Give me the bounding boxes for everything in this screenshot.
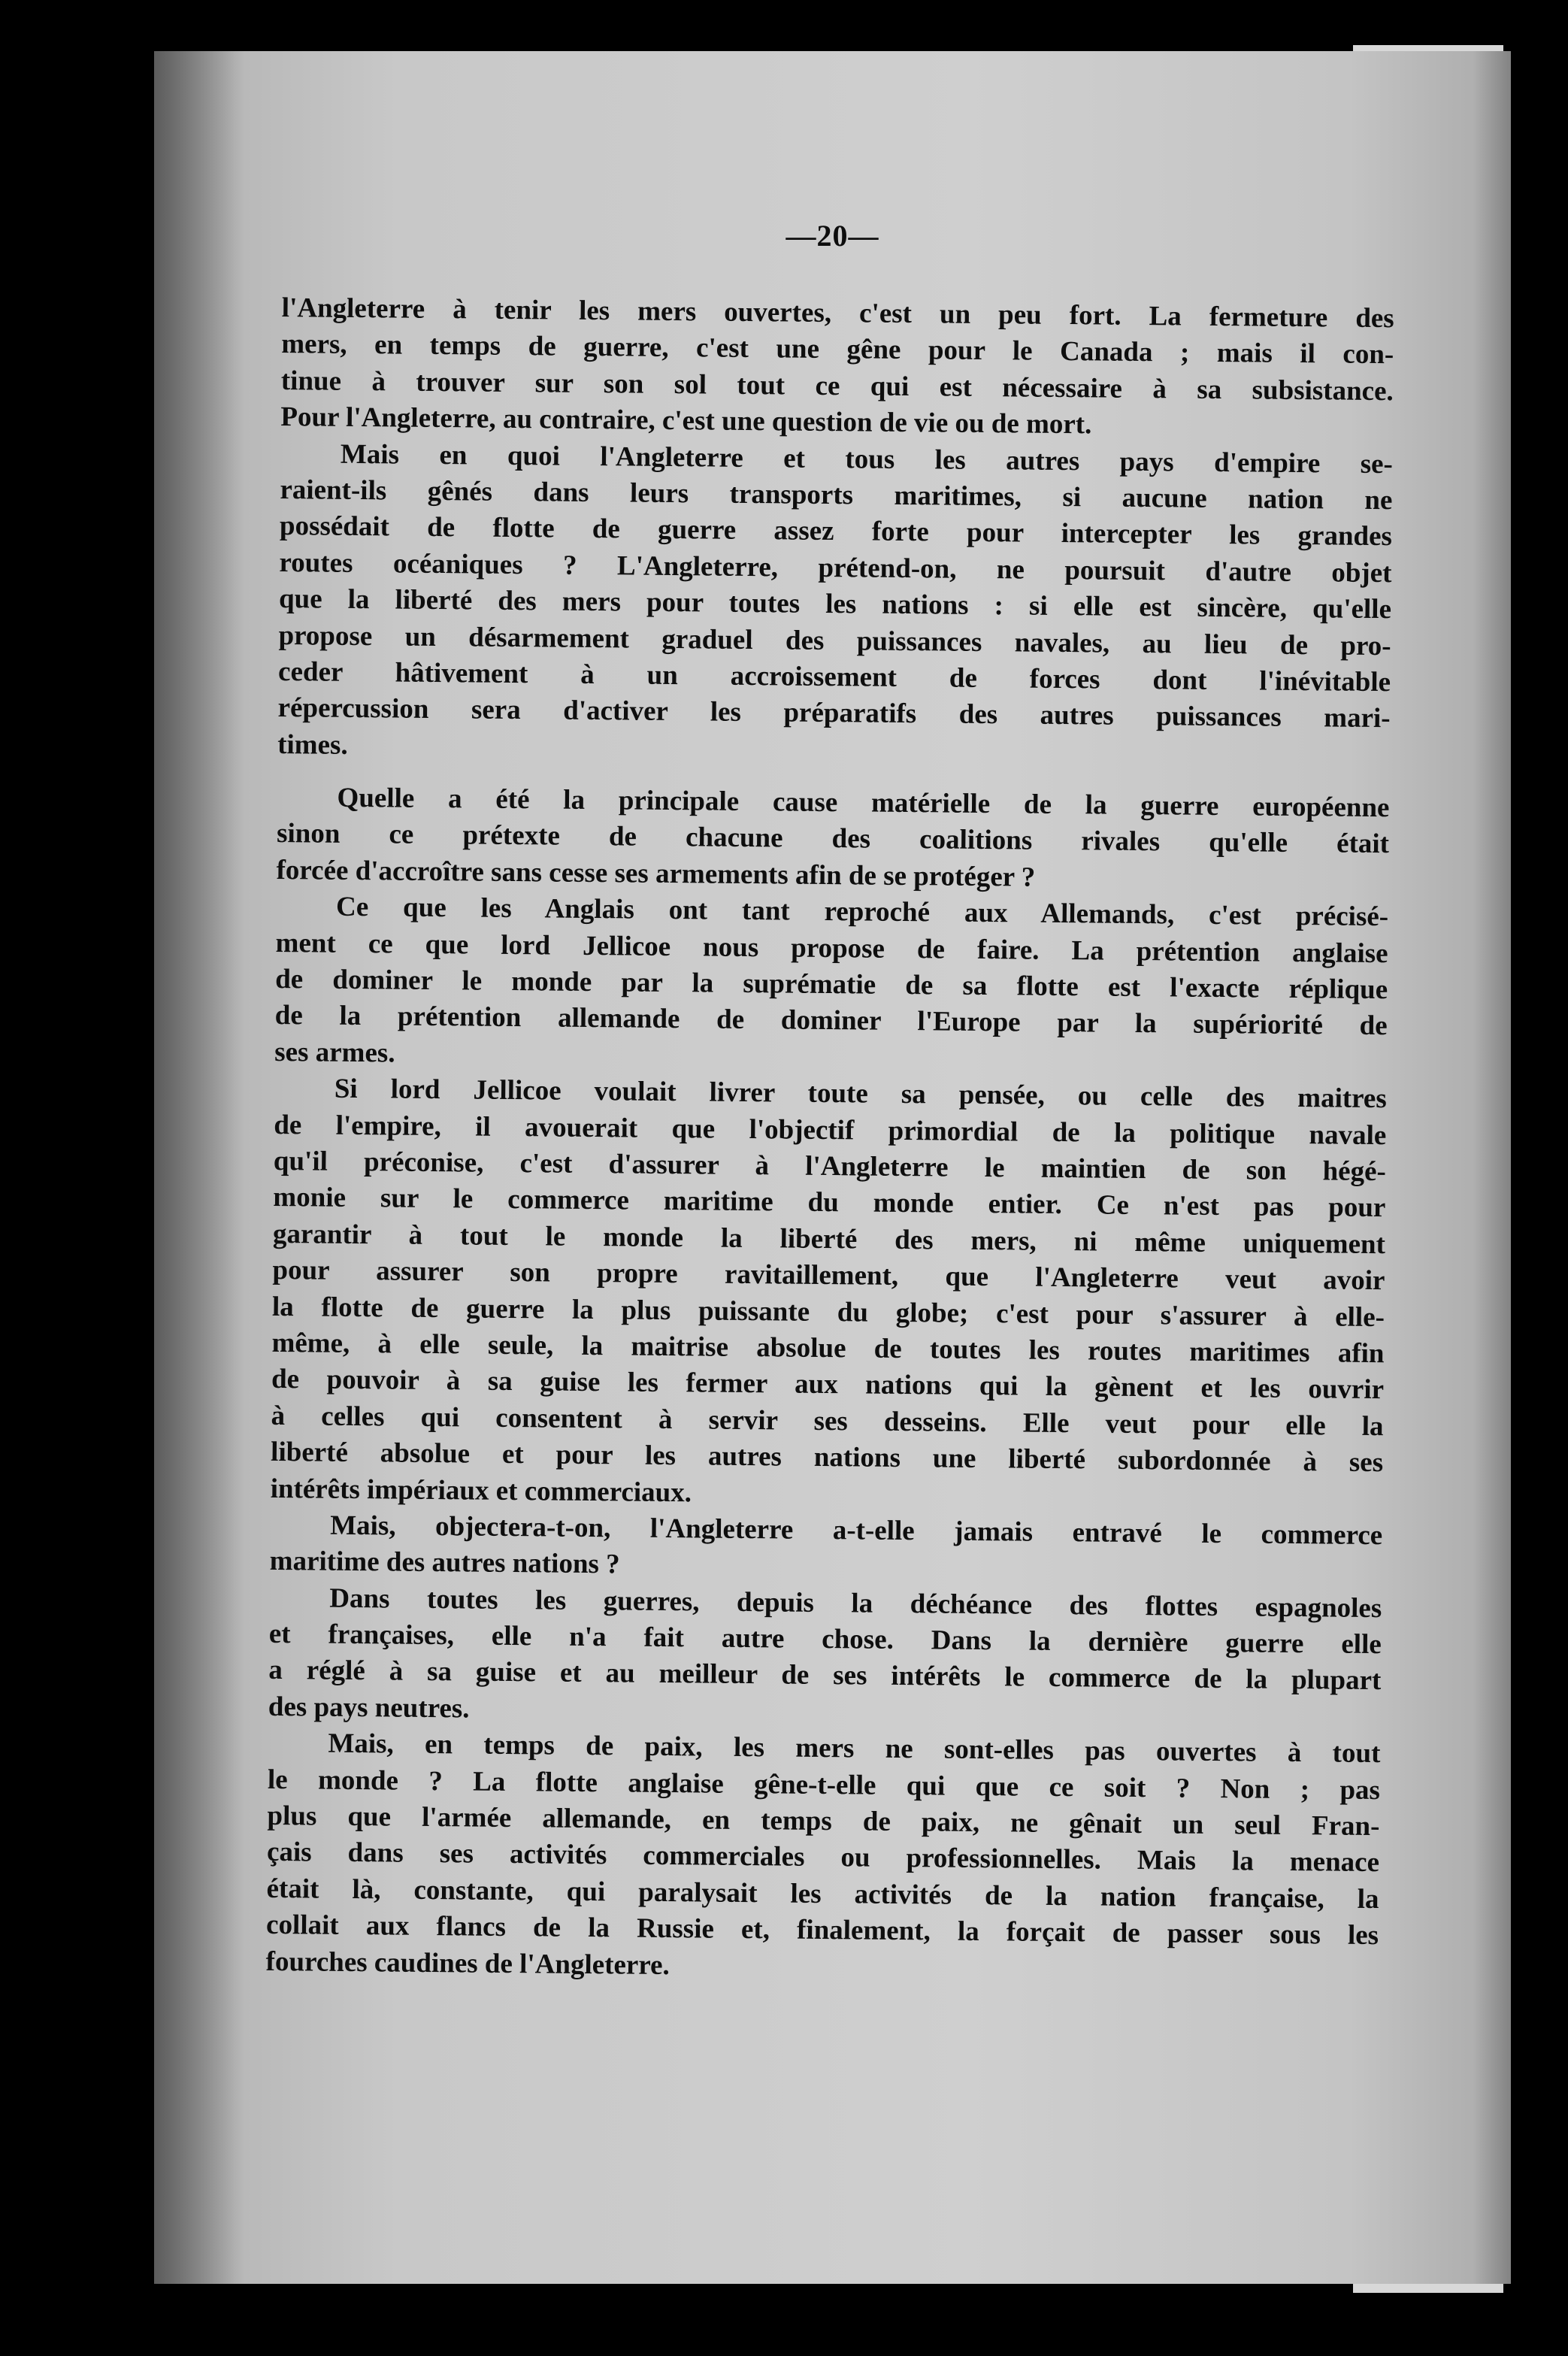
text-line: intérêts impériaux et commerciaux. xyxy=(270,1473,692,1508)
paragraph xyxy=(268,1580,1382,1737)
text-line: répercussion sera d'activer les préparatifs des autres puissances mari- xyxy=(277,692,1391,734)
text-line: et françaises, elle n'a fait autre chose. Dans la dernière guerre elle xyxy=(268,1618,1382,1661)
page-edge-shadow xyxy=(1473,51,1511,2284)
text-line: de la prétention allemande de dominer l'Europe par la supériorité de xyxy=(274,1000,1388,1042)
text-line: liberté absolue et pour les autres nations une liberté subordonnée à ses xyxy=(270,1437,1384,1479)
text-line: Pour l'Angleterre, au contraire, c'est une question de vie ou de mort. xyxy=(280,401,1092,441)
text-line: de dominer le monde par la suprématie de sa flotte est l'exacte réplique xyxy=(275,963,1388,1006)
text-line: plus que l'armée allemande, en temps de paix, ne gênait un seul Fran- xyxy=(267,1800,1380,1843)
text-line: l'Angleterre à tenir les mers ouvertes, c'est un peu fort. La fermeture des xyxy=(281,292,1394,335)
text-line: même, à elle seule, la maitrise absolue de toutes les routes maritimes afin xyxy=(271,1327,1385,1370)
text-line: Mais en quoi l'Angleterre et tous les autres pays d'empire se- xyxy=(340,438,1394,480)
paragraph xyxy=(280,290,1394,447)
text-line: que la liberté des mers pour toutes les nations : si elle est sincère, qu'elle xyxy=(278,583,1392,625)
text-line: de l'empire, il avouerait que l'objectif primordial de la politique navale xyxy=(274,1109,1387,1151)
paragraph xyxy=(270,1507,1383,1591)
paragraph xyxy=(270,1070,1387,1518)
text-line: de pouvoir à sa guise les fermer aux nations qui la gènent et les ouvrir xyxy=(271,1364,1385,1406)
text-line: a réglé à sa guise et au meilleur de ses intérêts le commerce de la plupart xyxy=(268,1655,1382,1697)
text-line: times. xyxy=(277,728,348,761)
text-line: qu'il préconise, c'est d'assurer à l'Angleterre le maintien de son hégé- xyxy=(273,1145,1387,1188)
text-line: çais dans ses activités commerciales ou professionnelles. Mais la menace xyxy=(266,1837,1380,1879)
page-number: —20— xyxy=(786,219,879,253)
text-line: ceder hâtivement à un accroissement de forces dont l'inévitable xyxy=(277,656,1391,698)
text-line: mers, en temps de guerre, c'est une gêne pour le Canada ; mais il con- xyxy=(281,329,1394,371)
text-line: garantir à tout le monde la liberté des mers, ni même uniquement xyxy=(272,1218,1386,1260)
text-line: routes océaniques ? L'Angleterre, prétend-on, ne poursuit d'autre objet xyxy=(279,547,1392,589)
text-line: à celles qui consentent à servir ses desseins. Elle veut pour elle la xyxy=(271,1400,1384,1442)
text-line: Mais, objectera-t-on, l'Angleterre a-t-elle jamais entravé le commerce xyxy=(330,1510,1383,1552)
text-line: collait aux flancs de la Russie et, finalement, la forçait de passer sous les xyxy=(265,1909,1379,1952)
text-line: ment ce que lord Jellicoe nous propose de faire. La prétention anglaise xyxy=(275,927,1388,969)
text-line: Mais, en temps de paix, les mers ne sont-elles pas ouvertes à tout xyxy=(328,1728,1381,1770)
text-line: Ce que les Anglais ont tant reproché aux Allemands, c'est précisé- xyxy=(335,891,1389,933)
text-line: ses armes. xyxy=(274,1036,395,1069)
text-line: Dans toutes les guerres, depuis la déchéance des flottes espagnoles xyxy=(329,1582,1382,1624)
page-gutter-shadow xyxy=(154,51,244,2284)
body-text xyxy=(265,290,1394,1991)
text-line: des pays neutres. xyxy=(268,1691,470,1725)
text-line: était là, constante, qui paralysait les activités de la nation française, la xyxy=(266,1873,1379,1915)
text-line: Quelle a été la principale cause matérielle de la guerre européenne xyxy=(337,782,1390,824)
paragraph xyxy=(277,436,1393,774)
paragraph xyxy=(265,1725,1380,1991)
scanned-page xyxy=(154,51,1511,2284)
text-line: fourches caudines de l'Angleterre. xyxy=(265,1946,670,1981)
text-line: pour assurer son propre ravitaillement, que l'Angleterre veut avoir xyxy=(272,1255,1385,1297)
text-line: forcée d'accroître sans cesse ses armements afin de se protéger ? xyxy=(276,854,1036,893)
text-line: propose un désarmement graduel des puissances navales, au lieu de pro- xyxy=(278,619,1391,662)
paragraph xyxy=(276,780,1389,899)
text-line: monie sur le commerce maritime du monde entier. Ce n'est pas pour xyxy=(273,1182,1386,1224)
text-line: sinon ce prétexte de chacune des coalitions rivales qu'elle était xyxy=(276,818,1390,860)
text-line: la flotte de guerre la plus puissante du globe; c'est pour s'assurer à elle- xyxy=(271,1291,1385,1333)
text-line: tinue à trouver sur son sol tout ce qui est nécessaire à sa subsistance. xyxy=(280,365,1394,407)
text-line: maritime des autres nations ? xyxy=(269,1546,620,1580)
text-line: possédait de flotte de guerre assez forte pour intercepter les grandes xyxy=(279,510,1393,553)
text-line: raient-ils gênés dans leurs transports maritimes, si aucune nation ne xyxy=(280,474,1393,516)
text-line: Si lord Jellicoe voulait livrer toute sa pensée, ou celle des maitres xyxy=(334,1073,1387,1115)
paragraph xyxy=(274,889,1388,1081)
text-line: le monde ? La flotte anglaise gêne-t-elle qui que ce soit ? Non ; pas xyxy=(267,1764,1381,1806)
